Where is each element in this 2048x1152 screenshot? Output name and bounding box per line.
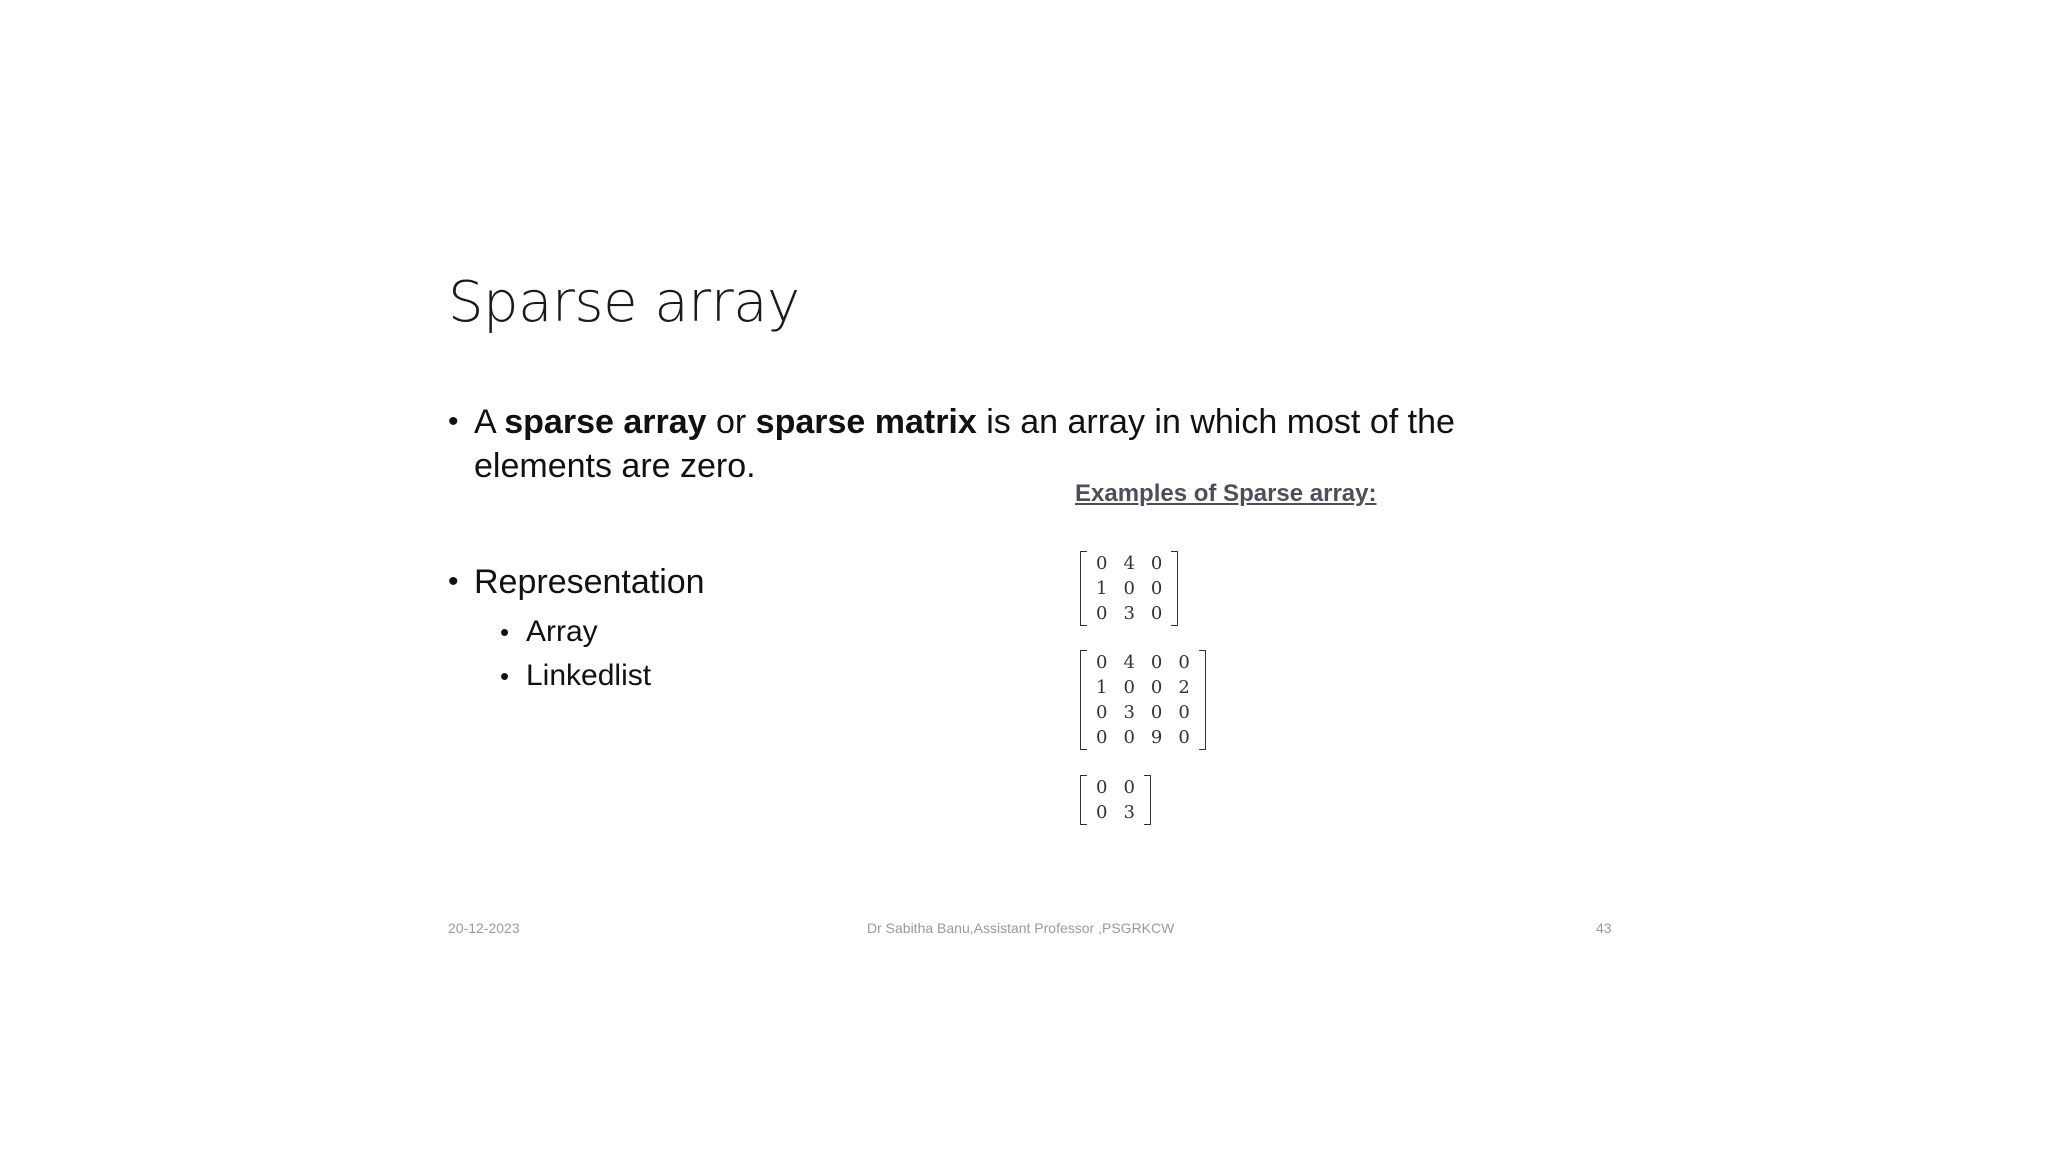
representation-sub-list (448, 610, 1568, 698)
matrix-cell: 3 (1123, 702, 1135, 723)
matrix-row (1088, 551, 1170, 576)
matrix-cell: 0 (1178, 727, 1190, 748)
matrix-left-bracket (1080, 551, 1087, 626)
bullet-definition (448, 400, 1568, 488)
matrix-cell: 0 (1123, 727, 1135, 748)
examples-heading: Examples of Sparse array: (1075, 480, 1377, 507)
matrix-cell: 2 (1178, 677, 1190, 698)
matrix-row (1088, 725, 1198, 750)
term-sparse-matrix: sparse matrix (755, 403, 977, 441)
sub-bullet-array (500, 610, 1568, 654)
matrix-cell: 4 (1123, 553, 1135, 574)
matrix-cell: 3 (1123, 603, 1135, 624)
matrix-cell: 0 (1096, 777, 1108, 798)
matrix-cell: 0 (1150, 553, 1163, 574)
matrix-row (1088, 601, 1170, 626)
sub-bullet-linkedlist (500, 654, 1568, 698)
matrix-cell: 3 (1123, 802, 1135, 823)
footer-author: Dr Sabitha Banu,Assistant Professor ,PSGRKCW (867, 920, 1175, 936)
definition-suffix: is an array in which most of the elements are zero. (474, 403, 1455, 485)
matrix-cell: 0 (1123, 777, 1135, 798)
matrix-row (1088, 775, 1143, 800)
representation-label: Representation (474, 563, 705, 601)
matrix-grid (1088, 551, 1170, 626)
matrix-cell: 0 (1096, 603, 1108, 624)
matrix-cell: 0 (1096, 702, 1108, 723)
matrix-cell: 0 (1178, 702, 1190, 723)
matrix-cell: 4 (1123, 652, 1135, 673)
sub-bullet-label: Array (526, 615, 598, 648)
matrix-row (1088, 700, 1198, 725)
matrix-cell: 0 (1096, 652, 1108, 673)
matrix-grid (1088, 650, 1198, 750)
matrix-cell: 9 (1150, 727, 1163, 748)
matrix-right-bracket (1199, 650, 1206, 750)
matrix-cell: 0 (1096, 727, 1108, 748)
matrix-cell: 0 (1178, 652, 1190, 673)
slide-title: Sparse array (448, 270, 800, 335)
matrix-example-3 (1080, 775, 1151, 825)
bullet-dot-icon: • (448, 565, 459, 598)
footer-date: 20-12-2023 (448, 920, 520, 936)
matrix-cell: 1 (1096, 677, 1108, 698)
matrix-cell: 0 (1096, 802, 1108, 823)
matrix-left-bracket (1080, 775, 1087, 825)
matrix-cell: 0 (1150, 702, 1163, 723)
matrix-cell: 0 (1150, 603, 1163, 624)
sub-bullet-dot-icon: • (500, 617, 510, 647)
footer-page-number: 43 (1596, 920, 1612, 936)
matrix-example-2 (1080, 650, 1206, 750)
matrix-row (1088, 576, 1170, 601)
matrix-grid (1088, 775, 1143, 825)
matrix-left-bracket (1080, 650, 1087, 750)
matrix-cell: 0 (1150, 677, 1163, 698)
sub-bullet-dot-icon: • (500, 661, 510, 691)
matrix-row (1088, 800, 1143, 825)
definition-prefix: A (474, 403, 505, 441)
sub-bullet-label: Linkedlist (526, 659, 652, 692)
matrix-right-bracket (1171, 551, 1178, 626)
matrix-cell: 1 (1096, 578, 1108, 599)
matrix-cell: 0 (1096, 553, 1108, 574)
matrix-cell: 0 (1123, 578, 1135, 599)
matrix-cell: 0 (1150, 652, 1163, 673)
matrix-row (1088, 675, 1198, 700)
bullet-list (448, 400, 1568, 698)
matrix-right-bracket (1144, 775, 1151, 825)
definition-connector: or (706, 403, 756, 441)
matrix-row (1088, 650, 1198, 675)
matrix-cell: 0 (1150, 578, 1163, 599)
term-sparse-array: sparse array (504, 403, 707, 441)
matrix-cell: 0 (1123, 677, 1135, 698)
matrix-example-1 (1080, 551, 1178, 626)
bullet-representation (448, 560, 1568, 604)
bullet-dot-icon: • (448, 405, 459, 438)
